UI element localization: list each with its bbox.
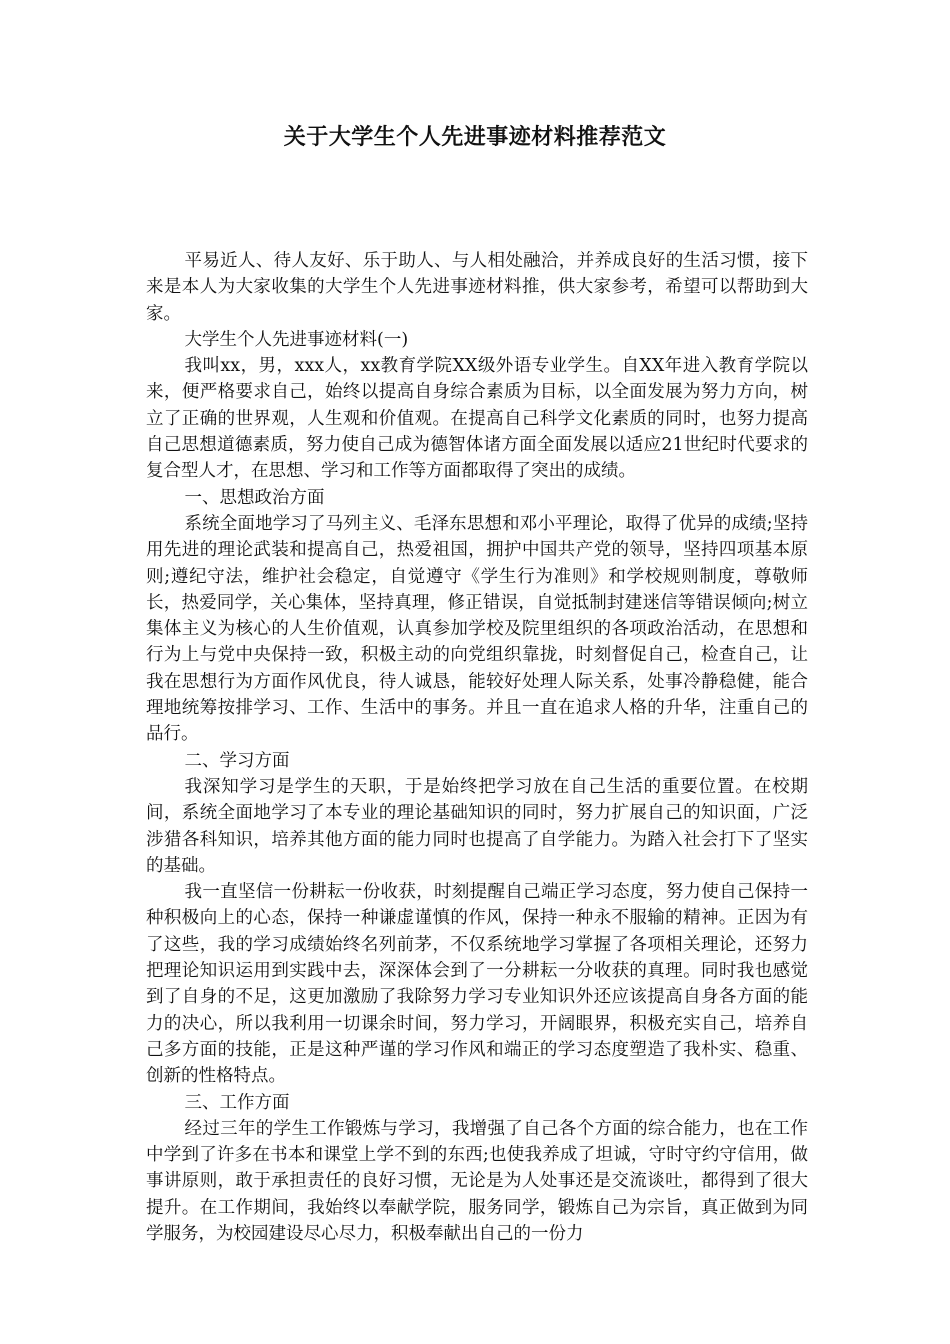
body-paragraph: 我深知学习是学生的天职，于是始终把学习放在自己生活的重要位置。在校期间，系统全面地学习了本专业的理论基础知识的同时，努力扩展自己的知识面，广泛涉猎各科知识，培养其他方面的能力同时也提高了自学能力。为踏入社会打下了坚实的基础。: [146, 776, 808, 876]
body-paragraph: 我叫xx，男，xxx人，xx教育学院XX级外语专业学生。自XX年进入教育学院以来，便严格要求自己，始终以提高自身综合素质为目标，以全面发展为努力方向，树立了正确的世界观，人生观和价值观。在提高自己科学文化素质的同时，也努力提高自己思想道德素质，努力使自己成为德智体诸方面全面发展以适应21世纪时代要求的复合型人才，在思想、学习和工作等方面都取得了突出的成绩。: [146, 356, 808, 482]
document-body: [146, 248, 808, 1247]
intro-paragraph: 平易近人、待人友好、乐于助人、与人相处融洽，并养成良好的生活习惯，接下来是本人为大家收集的大学生个人先进事迹材料推，供大家参考，希望可以帮助到大家。: [146, 251, 808, 324]
section-heading: 三、工作方面: [184, 1092, 290, 1113]
body-paragraph: 系统全面地学习了马列主义、毛泽东思想和邓小平理论，取得了优异的成绩;坚持用先进的理论武装和提高自己，热爱祖国，拥护中国共产党的领导，坚持四项基本原则;遵纪守法，维护社会稳定，自觉遵守《学生行为准则》和学校规则制度，尊敬师长，热爱同学，关心集体，坚持真理，修正错误，自觉抵制封建迷信等错误倾向;树立集体主义为核心的人生价值观，认真参加学校及院里组织的各项政治活动，在思想和行为上与党中央保持一致，积极主动的向党组织靠拢，时刻督促自己，检查自己，让我在思想行为方面作风优良，待人诚恳，能较好处理人际关系，处事冷静稳健，能合理地统筹按排学习、工作、生活中的事务。并且一直在追求人格的升华，注重自己的品行。: [146, 513, 808, 745]
body-paragraph: 经过三年的学生工作锻炼与学习，我增强了自己各个方面的综合能力，也在工作中学到了许多在书本和课堂上学不到的东西;也使我养成了坦诚，守时守约守信用，做事讲原则，敢于承担责任的良好习惯，无论是为人处事还是交流谈吐，都得到了很大提升。在工作期间，我始终以奉献学院，服务同学，锻炼自己为宗旨，真正做到为同学服务，为校园建设尽心尽力，积极奉献出自己的一份力: [146, 1118, 808, 1244]
section-heading: 大学生个人先进事迹材料(一): [184, 329, 409, 350]
section-heading: 二、学习方面: [184, 750, 290, 771]
section-heading: 一、思想政治方面: [184, 487, 325, 508]
body-paragraph: 我一直坚信一份耕耘一份收获，时刻提醒自己端正学习态度，努力使自己保持一种积极向上的心态，保持一种谦虚谨慎的作风，保持一种永不服输的精神。正因为有了这些，我的学习成绩始终名列前茅，不仅系统地学习掌握了各项相关理论，还努力把理论知识运用到实践中去，深深体会到了一分耕耘一分收获的真理。同时我也感觉到了自身的不足，这更加激励了我除努力学习专业知识外还应该提高自身各方面的能力的决心，所以我利用一切课余时间，努力学习，开阔眼界，积极充实自己，培养自己多方面的技能，正是这种严谨的学习作风和端正的学习态度塑造了我朴实、稳重、创新的性格特点。: [146, 882, 808, 1087]
document-title: 关于大学生个人先进事迹材料推荐范文: [283, 124, 667, 150]
